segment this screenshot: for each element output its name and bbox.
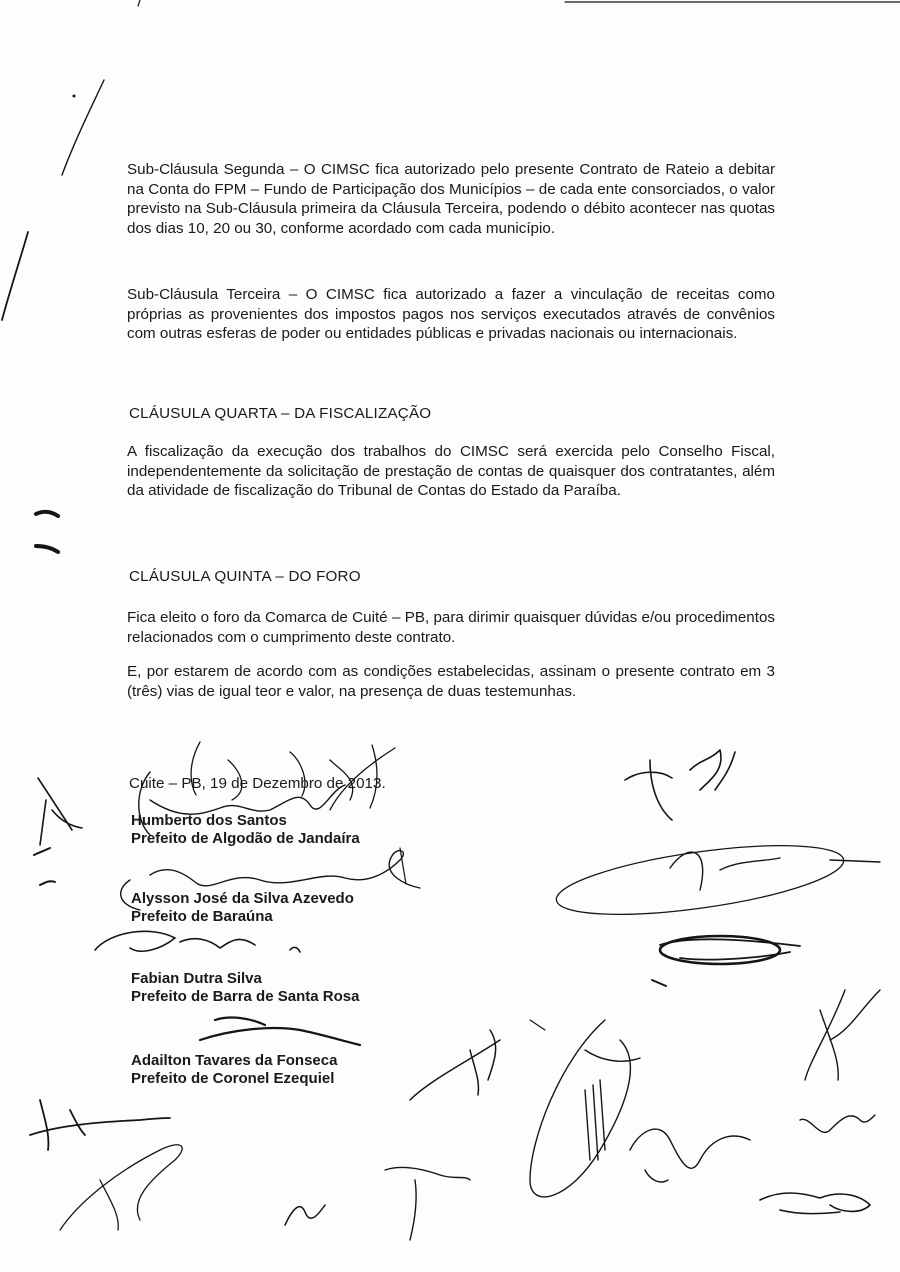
- signature-stroke: [760, 1193, 870, 1214]
- signatory-name: Fabian Dutra Silva: [131, 970, 262, 987]
- sub-clause-second: Sub-Cláusula Segunda – O CIMSC fica autorizado pelo presente Contrato de Rateio a debitar na Conta do FPM – Fundo de Participação dos Municípios – de cada ente consorciados, o valor previsto na Sub-Cláusula primeira da Cláusula Terceira, podendo o débito acontecer nas quotas dos dias 10, 20 ou 30, conforme acordado com cada município.: [127, 161, 775, 237]
- signature-stroke: [630, 1129, 750, 1182]
- signature-stroke: [410, 1030, 500, 1100]
- sub-clause-third: Sub-Cláusula Terceira – O CIMSC fica autorizado a fazer a vinculação de receitas como próprias as provenientes dos impostos pagos nos serviços executados através de convênios com outras esferas de poder ou entidades públicas e privadas nacionais ou internacionais.: [127, 286, 775, 342]
- signature-stroke: [530, 1020, 640, 1197]
- signature-stroke: [625, 750, 735, 820]
- signatory-name: Alysson José da Silva Azevedo: [131, 890, 354, 907]
- clause-fifth-heading: CLÁUSULA QUINTA – DO FORO: [129, 568, 361, 585]
- signatory-name: Humberto dos Santos: [131, 812, 287, 829]
- signature-stroke: [30, 1100, 170, 1150]
- signature-stroke: [660, 939, 800, 959]
- staple-mark: [36, 512, 58, 516]
- signature-loop: [553, 832, 848, 928]
- clause-fourth-text: A fiscalização da execução dos trabalhos do CIMSC será exercida pelo Conselho Fiscal, independentemente da solicitação de prestação de contas de quaisquer dos contratantes, além da atividade de fiscalização do Tribunal de Contas do Estado da Paraíba.: [127, 443, 775, 499]
- signature-stroke: [652, 980, 666, 986]
- signature-stroke: [95, 931, 300, 952]
- signature-stroke: [800, 1115, 875, 1132]
- signature-stroke: [60, 1145, 182, 1230]
- signature-stroke: [285, 1205, 325, 1225]
- signature-stroke: [670, 852, 880, 890]
- signatory-name: Adailton Tavares da Fonseca: [131, 1052, 338, 1069]
- signature-initial: [38, 778, 82, 845]
- margin-stroke: [2, 232, 28, 320]
- signature-stroke: [530, 1020, 545, 1030]
- signature-stroke: [385, 1168, 470, 1240]
- margin-dot: [73, 95, 76, 98]
- clause-fourth-heading: CLÁUSULA QUARTA – DA FISCALIZAÇÃO: [129, 405, 432, 422]
- signature-stroke: [400, 848, 406, 884]
- staple-mark: [36, 546, 58, 552]
- closing-text: E, por estarem de acordo com as condições estabelecidas, assinam o presente contrato em 3 (três) vias de igual teor e valor, na presença de duas testemunhas.: [127, 663, 775, 700]
- signatory-title: Prefeito de Barra de Santa Rosa: [131, 988, 360, 1005]
- signatory-title: Prefeito de Baraúna: [131, 908, 273, 925]
- signature-stroke: [200, 1018, 360, 1045]
- scan-mark: [138, 0, 140, 6]
- clause-fifth-text: Fica eleito o foro da Comarca de Cuité – PB, para dirimir quaisquer dúvidas e/ou procedimentos relacionados com o cumprimento deste contrato.: [127, 609, 775, 646]
- signature-loop: [660, 936, 780, 964]
- signature-stroke: [805, 990, 880, 1080]
- signature-initial: [40, 881, 55, 885]
- date-line: Cuite – PB, 19 de Dezembro de 2013.: [129, 775, 386, 792]
- signatory-title: Prefeito de Coronel Ezequiel: [131, 1070, 335, 1087]
- signature-initial: [34, 848, 50, 855]
- margin-stroke: [62, 80, 104, 175]
- signatory-title: Prefeito de Algodão de Jandaíra: [131, 830, 360, 847]
